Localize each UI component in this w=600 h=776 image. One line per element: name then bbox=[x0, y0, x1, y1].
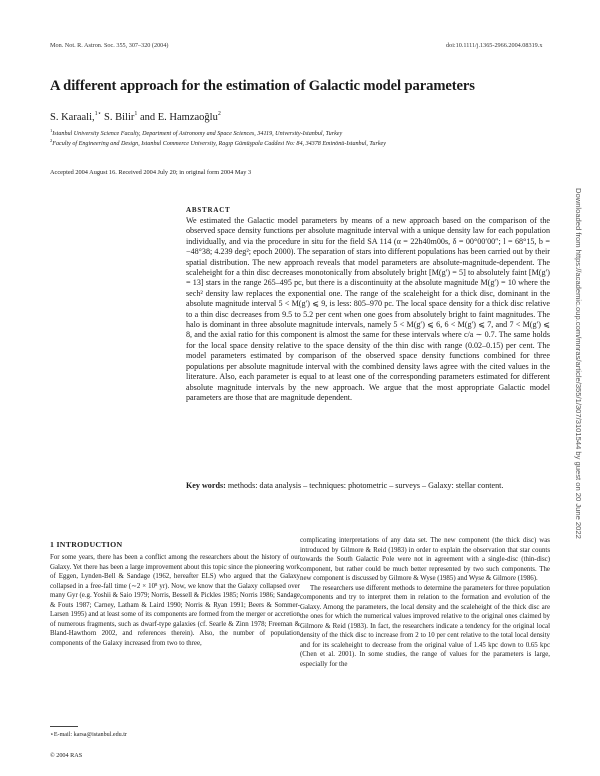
footnote-divider bbox=[50, 726, 78, 727]
affiliation-1 bbox=[50, 128, 342, 137]
abstract-heading: ABSTRACT bbox=[186, 206, 231, 214]
left-column bbox=[50, 553, 300, 648]
author-1-mark: 1⋆ bbox=[94, 111, 102, 117]
author-2: S. Bilir bbox=[101, 112, 135, 123]
affiliation-2-mark: 2 bbox=[50, 138, 53, 143]
keywords-text: methods: data analysis – techniques: photometric – surveys – Galaxy: stellar content. bbox=[227, 481, 504, 490]
affiliation-1-text: Istanbul University Science Faculty, Department of Astronomy and Space Sciences, 34119, University-Istanbul, Turkey bbox=[52, 131, 343, 138]
intro-paragraph-1-cont: complicating interpretations of any data set. The new component (the thick disc) was introduced by Gilmore & Reid (1983) in order to explain the observation that star counts towards the South Galactic Pole were not in agreement with a single-disc (thin-disc) component, but rather could be much better represented by two such components. The new component is discussed by Gilmore & Wyse (1985) and Wyse & Gilmore (1986). bbox=[300, 537, 550, 582]
paper-title: A different approach for the estimation of Galactic model parameters bbox=[50, 78, 475, 94]
affiliation-2-text: Faculty of Engineering and Design, Istanbul Commerce University, Ragıp Gümüşpala Caddesi No: 84, 34378 Eminönü-Istanbul, Turkey bbox=[52, 141, 386, 148]
accepted-dates: Accepted 2004 August 16. Received 2004 July 20; in original form 2004 May 3 bbox=[50, 169, 252, 176]
keywords-label: Key words: bbox=[186, 481, 226, 490]
author-list bbox=[50, 110, 221, 123]
affiliation-2 bbox=[50, 138, 386, 147]
journal-citation: Mon. Not. R. Astron. Soc. 355, 307–320 (2004) bbox=[50, 42, 169, 49]
affiliation-1-mark: 1 bbox=[50, 128, 53, 133]
author-3: and E. Hamzaoğlu bbox=[137, 112, 218, 123]
keywords bbox=[186, 481, 550, 491]
author-2-mark: 1 bbox=[134, 111, 138, 117]
abstract-text: We estimated the Galactic model parameters by means of a new approach based on the comparison of the observed space density functions per absolute magnitude interval with a unique density law for each population individually, and via the procedure in situ for the field SA 114 (α = 22h40m00s, δ = 00°00′00″; l = 68°15, b = −48°38; 4.239 deg²; epoch 2000). The separation of stars into different populations has been carried out by their spatial distribution. The new approach reveals that model parameters are absolute-magnitude-dependent. The scaleheight for a thin disc decreases monotonically from absolutely bright [M(g′) = 5] to absolutely faint [M(g′) = 13] stars in the range 265–495 pc, but there is a discontinuity at the absolute magnitude M(g′) = 10 where the sech² density law replaces the exponential one. The range of the scaleheight for a thick disc, dominant in the absolute magnitude interval 5 < M(g′) ⩽ 9, is less: 805–970 pc. The local space density for a thick disc relative to a thin disc decreases from 9.5 to 5.2 per cent when one goes from absolutely bright to faint magnitudes. The halo is dominant in three absolute magnitude intervals, namely 5 < M(g′) ⩽ 6, 6 < M(g′) ⩽ 7, and 7 < M(g′) ⩽ 8, and the axial ratio for this component is almost the same for these intervals where c/a ∼ 0.7. The same holds for the local space density relative to the space density of the thin disc with range (0.02–0.15) per cent. The model parameters estimated by comparison of the observed space density functions combined for three populations per absolute magnitude interval with the combined density laws agree with the cited values in the literature. Also, each parameter is equal to at least one of the corresponding parameters estimated for different absolute magnitude intervals by the new approach. We argue that the most appropriate Galactic model parameters are those that are magnitude dependent. bbox=[186, 216, 550, 402]
author-1: S. Karaali, bbox=[50, 112, 95, 123]
footnote-email[interactable]: ⋆E-mail: karsa@istanbul.edu.tr bbox=[50, 732, 127, 738]
copyright: © 2004 RAS bbox=[50, 752, 83, 759]
doi[interactable]: doi:10.1111/j.1365-2966.2004.08319.x bbox=[446, 42, 543, 49]
intro-paragraph-2: The researchers use different methods to determine the parameters for three population components and try to interpret them in relation to the formation and evolution of the Galaxy. Among the parameters, the local density and the scaleheight of the thick disc are the ones for which the numerical values improved relative to the original ones claimed by Gilmore & Reid (1983). In fact, the researchers indicate a tendency for the original local density of the thick disc to increase from 2 to 10 per cent relative to the total local density and for its scaleheight to decrease from the original value of 1.45 kpc down to 0.65 kpc (Chen et al. 2001). In some studies, the range of values for the parameters is large, especially for the bbox=[300, 584, 550, 668]
right-column bbox=[300, 536, 550, 669]
section-heading-introduction: 1 INTRODUCTION bbox=[50, 540, 123, 549]
download-watermark: Downloaded from https://academic.oup.com/mnras/article/355/1/307/3101544 by guest on 20 June 2022 bbox=[574, 188, 583, 539]
intro-paragraph-1: For some years, there has been a conflict among the researchers about the history of our Galaxy. Yet there has been a large improvement about this topic since the pioneering work of Eggen, Lynden-Bell & Sandage (1962, hereafter ELS) who argued that the Galaxy collapsed in a free-fall time (∼2 × 10⁸ yr). Now, we know that the Galaxy collapsed over many Gyr (e.g. Yoshii & Saio 1979; Norris, Bessell & Pickles 1985; Norris 1986; Sandage & Fouts 1987; Carney, Latham & Laird 1990; Norris & Ryan 1991; Beers & Sommer-Larsen 1995) and at least some of its components are formed from the merger or accretion of numerous fragments, such as dwarf-type galaxies (cf. Searle & Zinn 1978; Freeman & Bland-Hawthorn 2002, and references therein). Also, the number of population components of the Galaxy increased from two to three, bbox=[50, 554, 300, 647]
author-3-mark: 2 bbox=[217, 111, 221, 117]
